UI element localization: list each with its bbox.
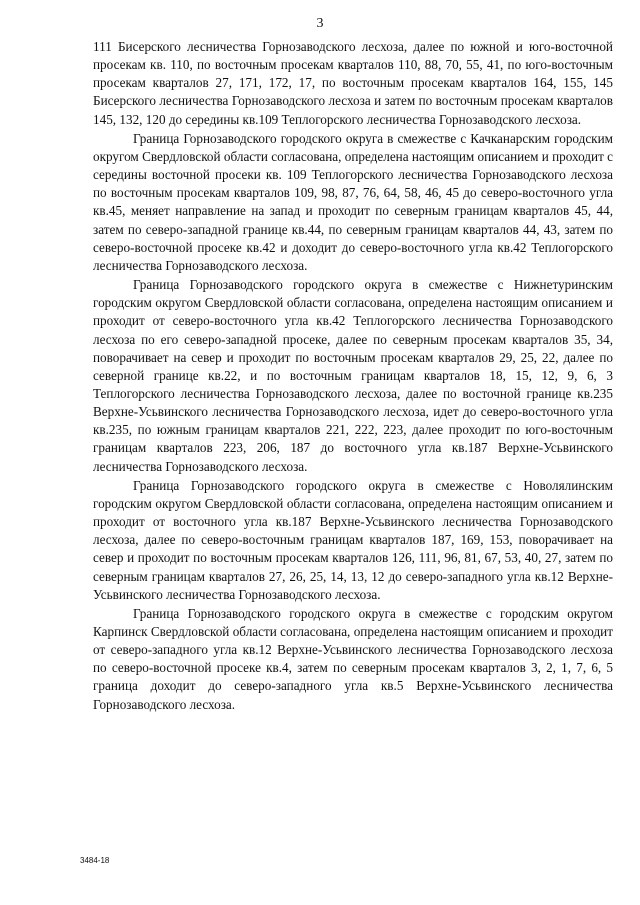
document-body [93,38,613,715]
paragraph-bisersky-continuation: 111 Бисерского лесничества Горнозаводского лесхоза, далее по южной и юго-восточной просекам кв. 110, по восточным просекам кварталов 110, 88, 70, 55, 41, по юго-восточным просекам кварталов 27, 171, 172, 17, по восточным просекам кварталов 164, 155, 145 Бисерского лесничества Горнозаводского лесхоза и затем по восточным просекам кварталов 145, 132, 120 до середины кв.109 Теплогорского лесничества Горнозаводского лесхоза. [93,39,613,127]
document-code: 3484-18 [80,856,110,865]
paragraph-nizhnyaya-tura-boundary: Граница Горнозаводского городского округа в смежестве с Нижнетуринским городским округом Свердловской области согласована, определена настоящим описанием и проходит от северо-восточного угла кв.42 Теплогорского лесничества Горнозаводского лесхоза по его северо-западной просеке, далее по северным просекам кварталов 35, 34, поворачивает на север и проходит по восточным просекам кварталов 29, 25, 22, далее по северной границе кв.22, и по восточным границам кварталов 18, 15, 12, 9, 6, 3 Теплогорского лесничества Горнозаводского лесхоза, далее по восточной границе кв.235 Верхне-Усьвинского лесничества Горнозаводского лесхоза, идет до северо-восточного угла кв.235, по южным границам кварталов 221, 222, 223, далее проходит по юго-восточным границам кварталов 223, 206, 187 до восточного угла кв.187 Верхне-Усьвинского лесничества Горнозаводского лесхоза. [93,277,613,474]
page-number: 3 [316,16,324,31]
paragraph-novaya-lyalya-boundary: Граница Горнозаводского городского округа в смежестве с Новолялинским городским округом Свердловской области согласована, определена настоящим описанием и проходит от восточного угла кв.187 Верхне-Усьвинского лесничества Горнозаводского лесхоза, далее по северо-восточным границам кварталов 187, 169, 153, поворачивает на север и проходит по восточным просекам кварталов 126, 111, 96, 81, 67, 53, 40, 27, затем по северным границам кварталов 27, 26, 25, 14, 13, 12 до северо-западного угла кв.12 Верхне-Усьвинского лесничества Горнозаводского лесхоза. [93,477,613,602]
paragraph-karpinsk-boundary: Граница Горнозаводского городского округа в смежестве с городским округом Карпинск Свердловской области согласована, определена настоящим описанием и проходит от северо-западного угла кв.12 Верхне-Усьвинского лесничества Горнозаводского лесхоза по северо-восточной просеке кв.4, затем по северным просекам кварталов 3, 2, 1, 7, 6, 5 граница доходит до северо-западного угла кв.5 Верхне-Усьвинского лесничества Горнозаводского лесхоза. [93,605,613,712]
paragraph-kachkanar-boundary: Граница Горнозаводского городского округа в смежестве с Качканарским городским округом Свердловской области согласована, определена настоящим описанием и проходит с середины восточной просеки кв. 109 Теплогорского лесничества Горнозаводского лесхоза по восточным просекам кварталов 109, 98, 87, 76, 64, 58, 46, 45 до северо-восточного угла кв.45, меняет направление на запад и проходит по северным границам кварталов 45, 44, затем по северо-западной границе кв.44, по северным границам кварталов 44, 43, затем по северо-восточной просеке кв.42 и доходит до северо-восточного угла кв.42 Теплогорского лесничества Горнозаводского лесхоза. [93,130,613,273]
